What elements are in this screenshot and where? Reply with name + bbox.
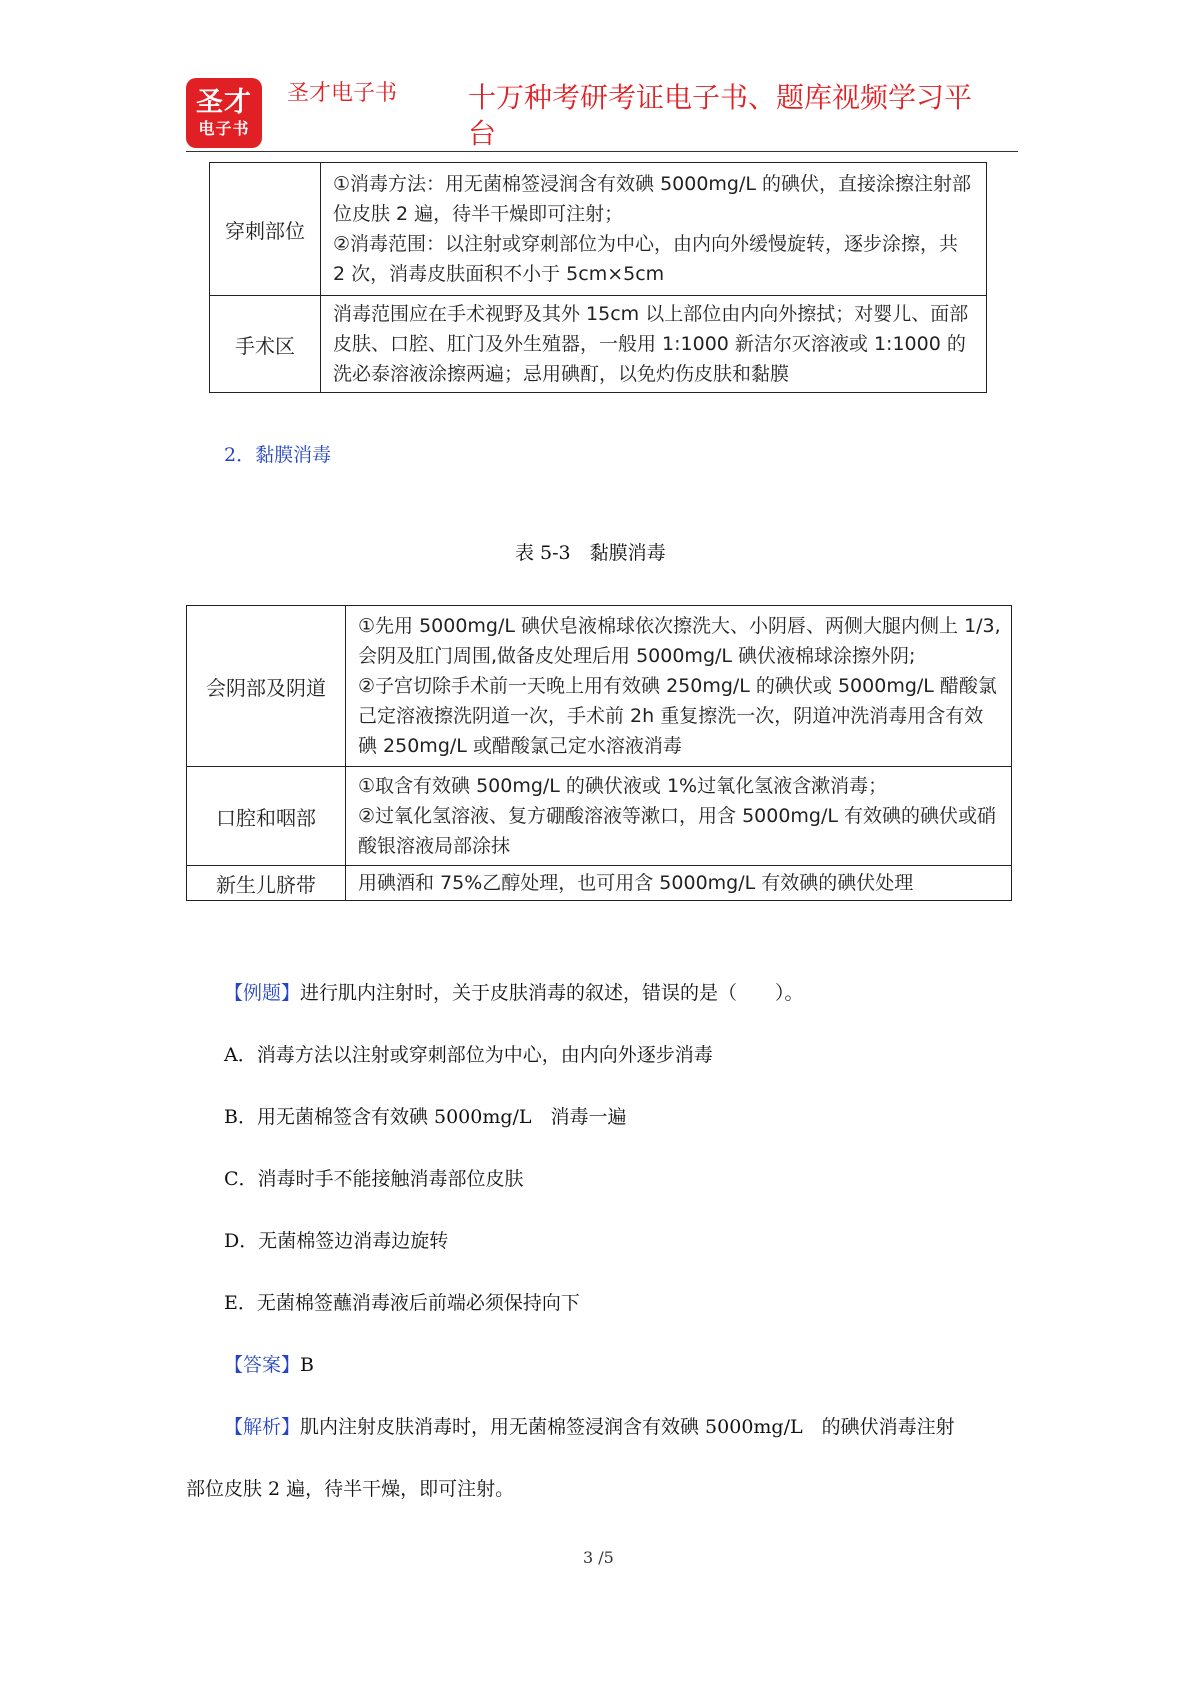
row-content-line: ①取含有效碘 500mg/L 的碘伏液或 1%过氧化氢液含漱消毒；	[358, 775, 888, 797]
table-row	[187, 606, 1012, 767]
option-d: D．无菌棉签边消毒边旋转	[224, 1230, 449, 1252]
answer-tag: 【答案】	[224, 1354, 301, 1376]
option-c: C．消毒时手不能接触消毒部位皮肤	[224, 1168, 524, 1190]
example-tag: 【例题】	[224, 982, 301, 1004]
answer-line	[224, 1350, 314, 1377]
row-content-line: ①先用 5000mg/L 碘伏皂液棉球依次擦洗大、小阴唇、两侧大腿内侧上 1/3,会阴及肛门周围,做备皮处理后用 5000mg/L 碘伏液棉球涂擦外阴;	[358, 615, 1001, 667]
row-content	[346, 866, 1012, 901]
option-a: A．消毒方法以注射或穿刺部位为中心，由内向外逐步消毒	[224, 1044, 713, 1066]
brand-name: 圣才电子书	[287, 81, 398, 106]
table-caption: 表 5-3 黏膜消毒	[515, 542, 666, 564]
row-label: 手术区	[210, 296, 321, 393]
analysis-line-2: 部位皮肤 2 遍，待半干燥，即可注射。	[186, 1478, 515, 1500]
row-content	[346, 606, 1012, 767]
row-content-line: 消毒范围应在手术视野及其外 15cm 以上部位由内向外擦拭；对婴儿、面部皮肤、口腔、肛门及外生殖器，一般用 1:1000 新洁尔灭溶液或 1:1000 的洗必泰溶液涂擦两遍；忌用碘酊，以免灼伤皮肤和黏膜	[333, 303, 969, 385]
row-content-line: ②消毒范围：以注射或穿刺部位为中心，由内向外缓慢旋转，逐步涂擦，共 2 次，消毒皮肤面积不小于 5cm×5cm	[333, 233, 959, 285]
table-row	[187, 866, 1012, 901]
row-label: 会阴部及阴道	[187, 606, 346, 767]
option-b: B．用无菌棉签含有效碘 5000mg/L 消毒一遍	[224, 1106, 627, 1128]
brand-logo	[186, 78, 262, 148]
row-content	[321, 163, 987, 296]
answer-value: B	[300, 1354, 314, 1376]
row-content-line: 用碘酒和 75%乙醇处理，也可用含 5000mg/L 有效碘的碘伏处理	[358, 872, 914, 894]
page-number: 3 /5	[583, 1548, 614, 1567]
row-content-line: ②过氧化氢溶液、复方硼酸溶液等漱口，用含 5000mg/L 有效碘的碘伏或硝酸银溶液局部涂抹	[358, 805, 997, 857]
logo-text-bottom: 电子书	[198, 119, 250, 138]
analysis-line-1	[224, 1412, 955, 1439]
row-label: 口腔和咽部	[187, 767, 346, 866]
row-label: 穿刺部位	[210, 163, 321, 296]
analysis-text: 肌内注射皮肤消毒时，用无菌棉签浸润含有效碘 5000mg/L 的碘伏消毒注射	[300, 1416, 955, 1438]
row-content	[346, 767, 1012, 866]
section-heading: 2．黏膜消毒	[224, 444, 332, 466]
row-content	[321, 296, 987, 393]
question-text: 进行肌内注射时，关于皮肤消毒的叙述，错误的是（ ）。	[300, 982, 804, 1004]
row-content-line: ①消毒方法：用无菌棉签浸润含有效碘 5000mg/L 的碘伏，直接涂擦注射部位皮肤 2 遍，待半干燥即可注射；	[333, 173, 972, 225]
row-label: 新生儿脐带	[187, 866, 346, 901]
header-slogan: 十万种考研考证电子书、题库视频学习平台	[468, 81, 973, 150]
logo-text-top: 圣才	[196, 87, 252, 118]
table-row	[210, 163, 987, 296]
table-row	[210, 296, 987, 393]
skin-disinfection-table	[209, 162, 987, 393]
analysis-tag: 【解析】	[224, 1416, 301, 1438]
example-question	[224, 978, 804, 1005]
header-divider	[186, 151, 1018, 152]
option-e: E．无菌棉签蘸消毒液后前端必须保持向下	[224, 1292, 580, 1314]
row-content-line: ②子宫切除手术前一天晚上用有效碘 250mg/L 的碘伏或 5000mg/L 醋酸氯己定溶液擦洗阴道一次，手术前 2h 重复擦洗一次，阴道冲洗消毒用含有效碘 250mg/L 或醋酸氯己定水溶液消毒	[358, 675, 997, 757]
mucosa-disinfection-table	[186, 605, 1012, 901]
table-row	[187, 767, 1012, 866]
